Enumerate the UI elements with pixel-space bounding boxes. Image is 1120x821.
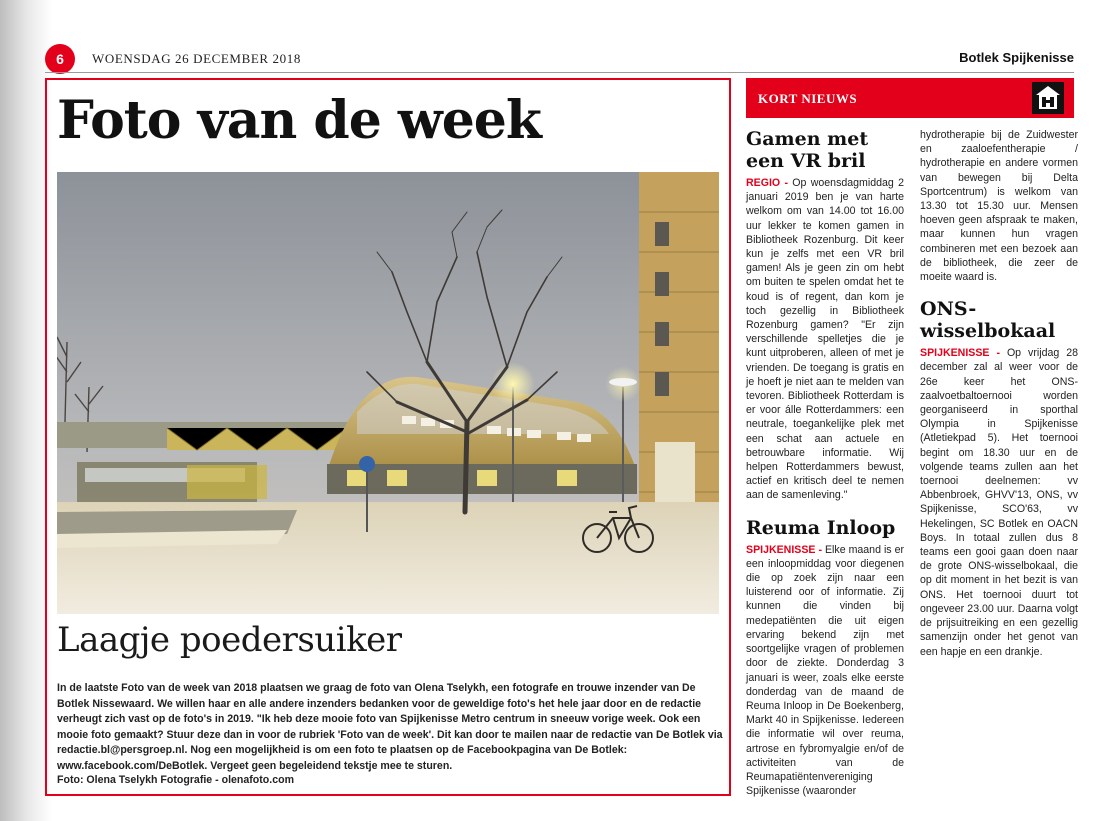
photo-credit: Foto: Olena Tselykh Fotografie - olenafoto.com — [57, 774, 294, 786]
photo-metro-station-snow — [57, 172, 719, 614]
botlek-logo-icon — [1032, 82, 1064, 114]
article-spacer — [920, 284, 1078, 298]
article-text: Op vrijdag 28 december zal al weer voor de 26e keer het ONS-zaalvoetbaltoernooi worden georganiseerd in sporthal Olympia in Spijkenisse (Atletiekpad 5). Het toernooi begint om 18.30 uur en de volgende teams zullen aan het toernooi deelnemen: vv Abbenbroek, GHVV'13, ONS, vv Spijkenisse, SCO'63, vv Hekelingen, SC Botlek en OACN Boys. In totaal zullen dus 8 teams een gooi gaan doen naar de grote ONS-wisselbokaal, die op dit moment in het bezit is van ONS. Het toernooi duurt tot ongeveer 23.00 uur. Daarna volgt de prijsuitreiking en een gezellig samenzijn onder het genot van een hapje en een drankje. — [920, 347, 1078, 658]
newspaper-page — [30, 0, 1120, 821]
article-headline: Gamen met een VR bril — [746, 128, 869, 172]
header-divider — [45, 72, 1074, 73]
feature-body-text: In de laatste Foto van de week van 2018 plaatsen we graag de foto van Olena Tselykh, een fotografe en trouwe inzender van De Botlek Nissewaard. We willen haar en alle andere inzenders bedanken voor de geweldige foto's het hele jaar door en de redactie verheugt zich vast op de foto's in 2019. "Ik heb deze mooie foto van Spijkenisse Metro centrum in sneeuw vorige week. Ook een mooie foto gemaakt? Stuur deze dan in voor de rubriek 'Foto van de week'. Dit kan door te mailen naar de redactie van De Botlek via redactie.bl@persgroep.nl. Nog een mogelijkheid is om een foto te plaatsen op de Facebookpagina van De Botlek: www.facebook.com/DeBotlek. Vergeet geen begeleidend tekstje mee te sturen. — [57, 682, 723, 772]
feature-subtitle: Laagje poedersuiker — [57, 620, 402, 660]
issue-date: WOENSDAG 26 DECEMBER 2018 — [92, 51, 301, 66]
article-body — [920, 346, 1078, 658]
article-body — [746, 543, 904, 799]
kort-nieuws-header — [746, 78, 1074, 118]
article-dateline: SPIJKENISSE - — [920, 347, 1007, 360]
article-body-continued: hydrotherapie bij de Zuidwester en zaaloefentherapie / hydrotherapie en andere vormen van bewegen bij Delta Sportcentrum) is welkom van 13.30 tot 15.30 uur. Mensen hoeven geen afspraak te maken, maar kunnen hun vragen combineren met een bezoek aan de bibliotheek, die zeer de moeite waard is. — [920, 129, 1078, 284]
edition-name: Botlek Spijkenisse — [959, 50, 1074, 65]
article-headline: Reuma Inloop — [746, 516, 896, 539]
article-text: Op woensdagmiddag 2 januari 2019 ben je van harte welkom om van 14.00 tot 16.00 uur lekker te komen gamen in Bibliotheek Rozenburg. Dit keer kun je zelfs met een VR bril gamen! Als je geen zin om hebt om buiten te spelen omdat het te koud is of regent, dan kom je toch gezellig in Bibliotheek Rozenburg gamen? "Er zijn verschillende spelletjes die je kunt uitproberen, alleen of met je vrienden. De toegang is gratis en je hoeft je niet aan te melden van tevoren. Bibliotheek Rotterdam is er voor álle Rotterdammers: een neutrale, toegankelijke plek met een schat aan actuele en betrouwbare informatie. Wij helpen Rotterdammers bewust, actief en kritisch deel te nemen aan de samenleving." — [746, 177, 904, 502]
article-headline: ONS-wisselbokaal — [920, 298, 1056, 343]
article-body — [746, 176, 904, 503]
photo-of-the-week-box — [45, 78, 731, 796]
news-column-left — [746, 128, 904, 798]
article-dateline: SPIJKENISSE - — [746, 543, 825, 556]
page-number-badge: 6 — [45, 44, 75, 74]
news-column-right — [920, 128, 1078, 659]
section-label: KORT NIEUWS — [758, 91, 858, 106]
feature-title: Foto van de week — [57, 90, 541, 151]
article-dateline: REGIO - — [746, 177, 793, 189]
article-text: Elke maand is er een inloopmiddag voor diegenen die op zoek zijn naar een luisterend oor of informatie. Zij kunnen die vinden bij medepatiënten die uit eigen ervaring bekend zijn met soortgelijke vragen of problemen door de ziekte. Donderdag 3 januari is weer, zoals elke eerste donderdag van de maand de Reuma Inloop in De Boekenberg, Markt 40 in Spijkenisse. Iedereen die informatie wil over reuma, artrose en fybromyalgie en/of de activiteiten van de Reumapatiëntenvereniging Spijkenisse (waaronder — [746, 543, 905, 798]
article-spacer — [746, 503, 904, 517]
